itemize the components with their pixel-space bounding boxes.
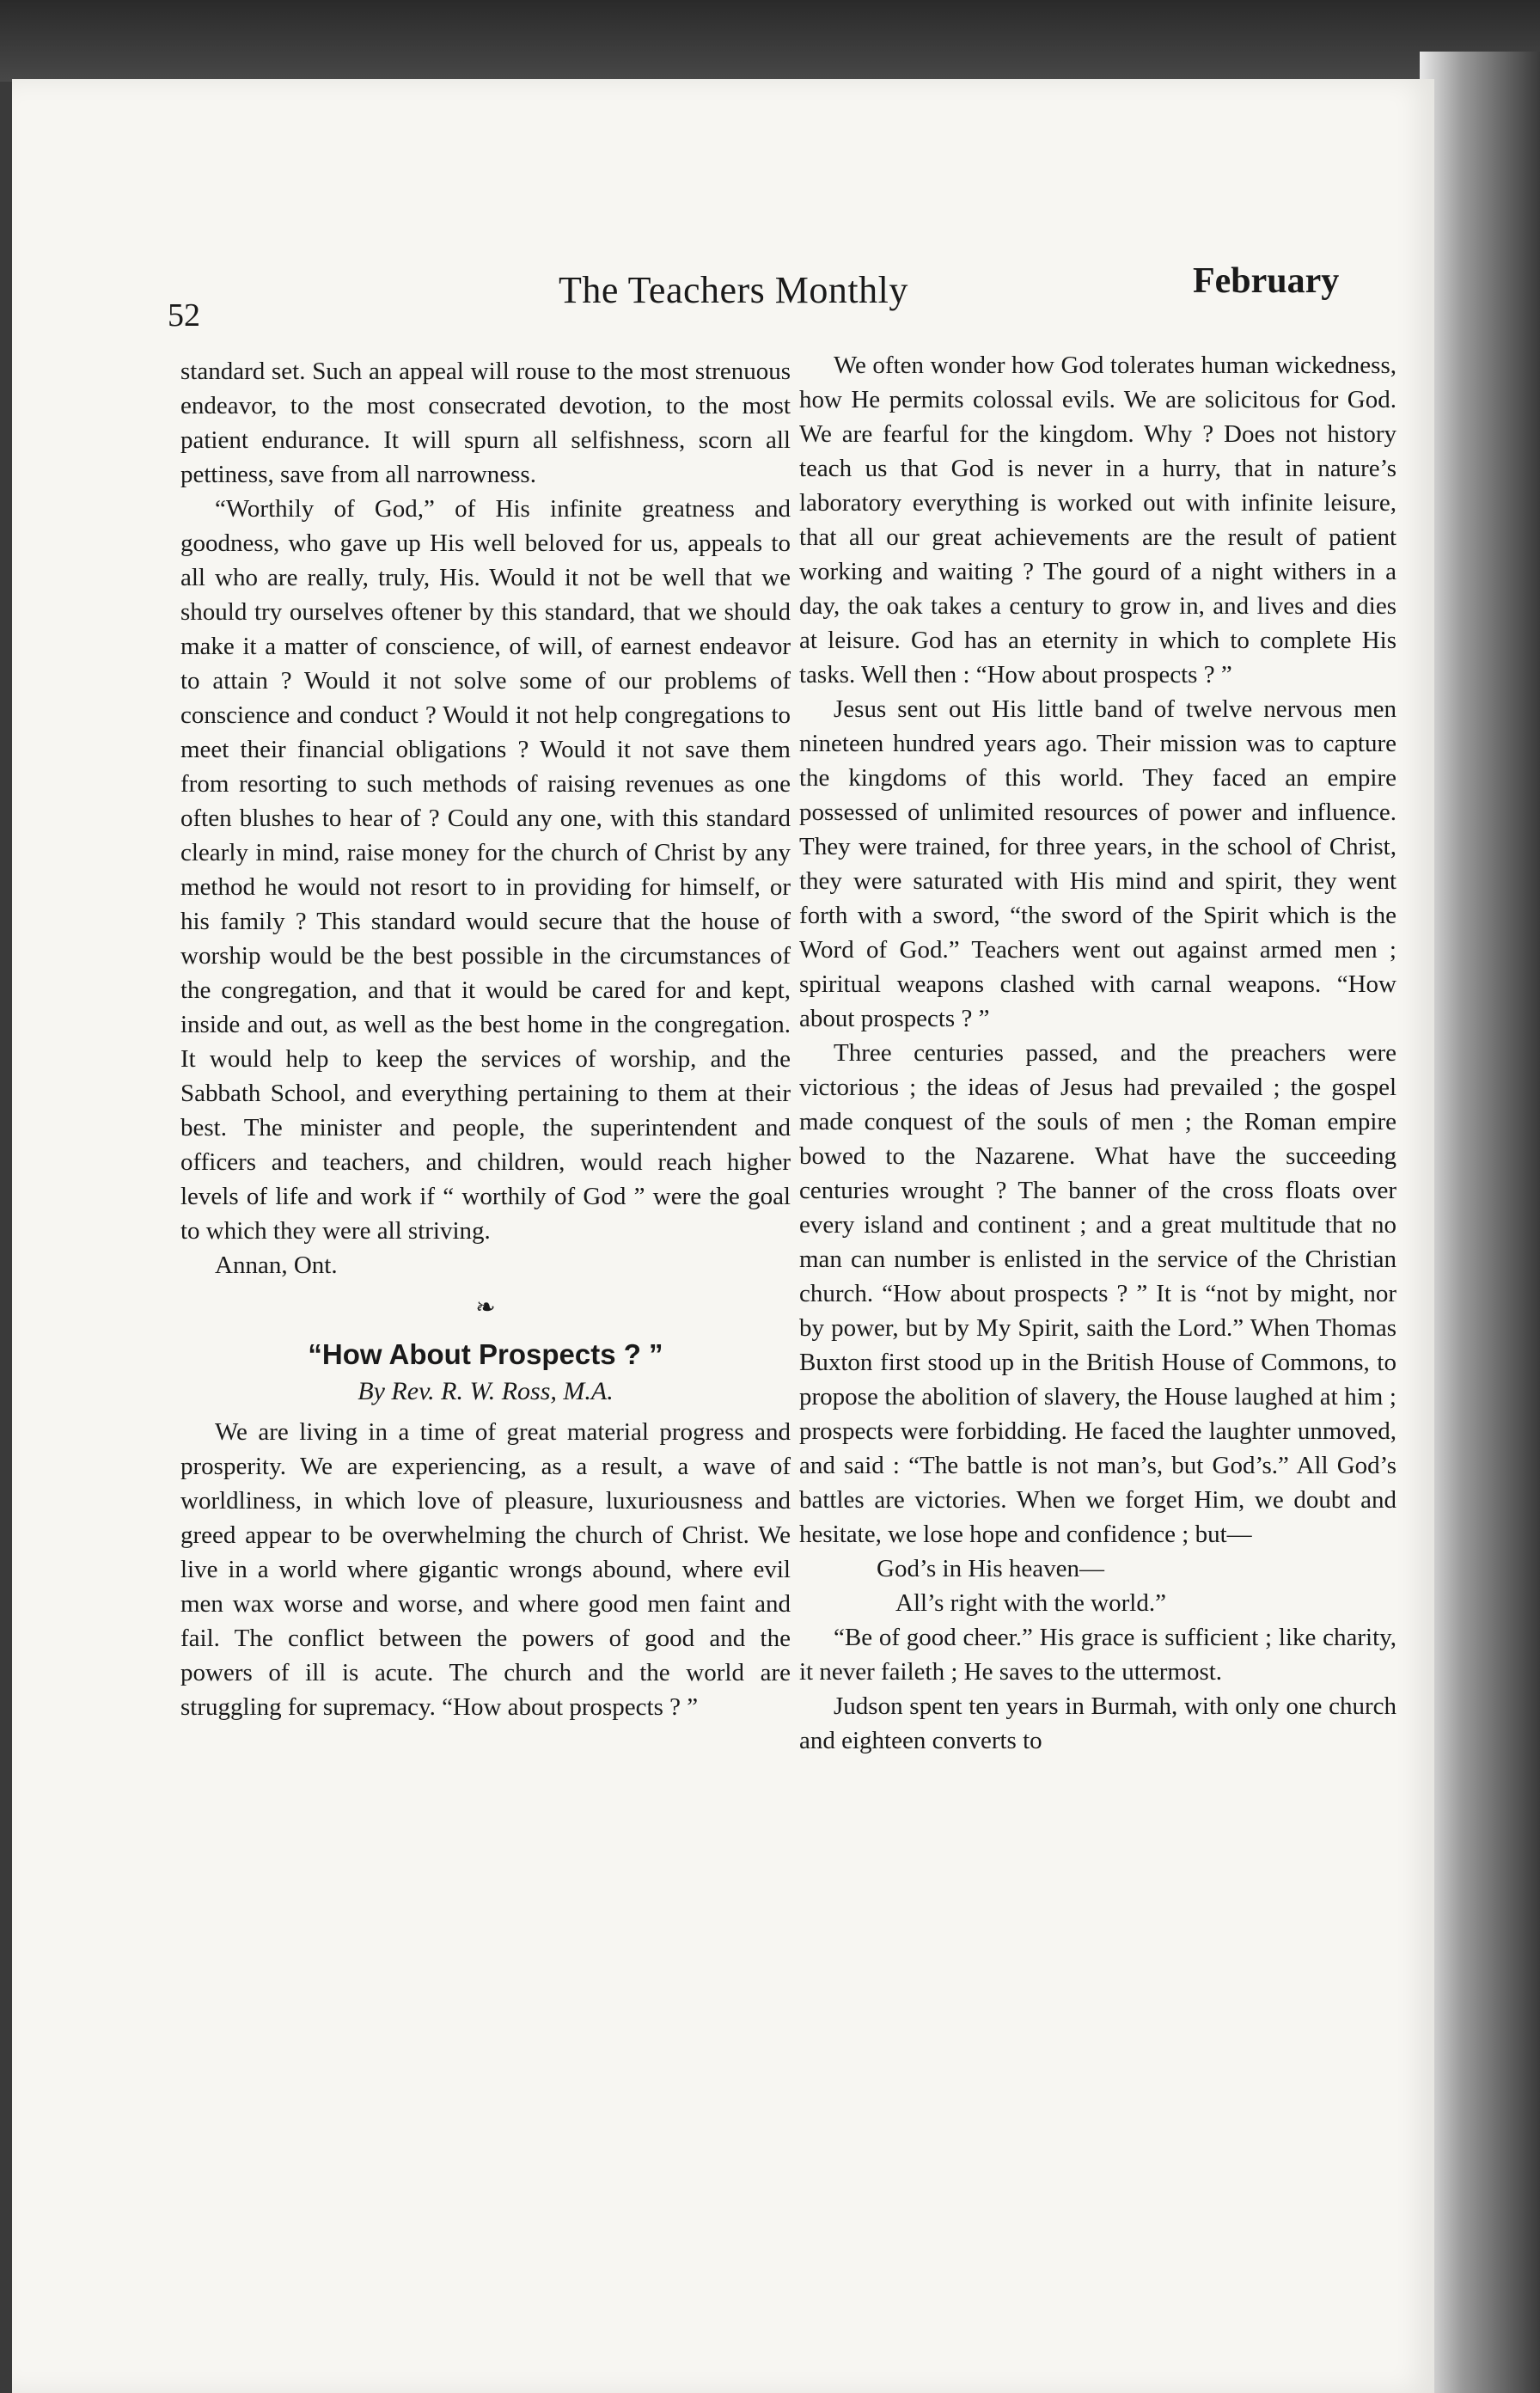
article-byline: By Rev. R. W. Ross, M.A.: [358, 1377, 614, 1405]
verse-line: All’s right with the world.”: [895, 1589, 1166, 1617]
author-location: Annan, Ont.: [215, 1252, 338, 1279]
left-column: [180, 354, 791, 1724]
scan-background-top: [0, 0, 1540, 82]
verse-line: God’s in His heaven—: [877, 1555, 1104, 1582]
binding-shadow: [1420, 52, 1540, 2393]
right-column: [799, 348, 1396, 1758]
running-title: The Teachers Monthly: [559, 269, 908, 311]
paragraph: Three centuries passed, and the preachers were victorious ; the ideas of Jesus had prevailed ; the gospel made conquest of the souls of men ; the Roman empire bowed to the Nazarene. What have the succeeding centuries wrought ? The banner of the cross floats over every island and continent ; and a great multitude that no man can number is enlisted in the service of the Christian church. “How about prospects ? ” It is “not by might, nor by power, but by My Spirit, saith the Lord.” When Thomas Buxton first stood up in the British House of Commons, to propose the abolition of slavery, the House laughed at him ; prospects were forbidding. He faced the laughter unmoved, and said : “The battle is not man’s, but God’s.” All God’s battles are victories. When we forget Him, we doubt and hesitate, we lose hope and confidence ; but—: [799, 1039, 1396, 1548]
paragraph: Judson spent ten years in Burmah, with only one church and eighteen converts to: [799, 1692, 1396, 1754]
paragraph: standard set. Such an appeal will rouse to the most strenuous endeavor, to the most consecrated devotion, to the most patient endurance. It will spurn all selfishness, scorn all pettiness, save from all narrowness.: [180, 358, 791, 488]
paragraph: “Worthily of God,” of His infinite greatness and goodness, who gave up His well beloved for us, appeals to all who are really, truly, His. Would it not be well that we should try ourselves oftener by this standard, that we should make it a matter of conscience, of will, of earnest endeavor to attain ? Would it not solve some of our problems of conscience and conduct ? Would it not help congregations to meet their financial obligations ? Would it not save them from resorting to such methods of raising revenues as one often blushes to hear of ? Could any one, with this standard clearly in mind, raise money for the church of Christ by any method he would not resort to in providing for himself, or his family ? This standard would secure that the house of worship would be the best possible in the circumstances of the congregation, and that it would be cared for and kept, inside and out, as well as the best home in the congregation. It would help to keep the services of worship, and the Sabbath School, and everything pertaining to them at their best. The minister and people, the superintendent and officers and teachers, and children, would reach higher levels of life and work if “ worthily of God ” were the goal to which they were all striving.: [180, 495, 791, 1245]
running-month: February: [1193, 261, 1340, 301]
article-title: “How About Prospects ? ”: [308, 1338, 663, 1370]
paragraph: We are living in a time of great material progress and prosperity. We are experiencing, as a result, a wave of worldliness, in which love of pleasure, luxuriousness and greed appear to be overwhelming the church of Christ. We live in a world where gigantic wrongs abound, where evil men wax worse and worse, and where good men faint and fail. The conflict between the powers of good and the powers of ill is acute. The church and the world are struggling for supremacy. “How about prospects ? ”: [180, 1418, 791, 1721]
section-ornament: ❧: [475, 1294, 496, 1321]
paragraph: Jesus sent out His little band of twelve nervous men nineteen hundred years ago. Their mission was to capture the kingdoms of this world. They faced an empire possessed of unlimited resources of power and influence. They were trained, for three years, in the school of Christ, they were saturated with His mind and spirit, they went forth with a sword, “the sword of the Spirit which is the Word of God.” Teachers went out against armed men ; spiritual weapons clashed with carnal weapons. “How about prospects ? ”: [799, 695, 1396, 1032]
paragraph: “Be of good cheer.” His grace is sufficient ; like charity, it never faileth ; He saves to the uttermost.: [799, 1624, 1396, 1686]
page-number: 52: [168, 297, 200, 334]
paragraph: We often wonder how God tolerates human wickedness, how He permits colossal evils. We are solicitous for God. We are fearful for the kingdom. Why ? Does not history teach us that God is never in a hurry, that in nature’s laboratory everything is worked out with infinite leisure, that all our great achievements are the result of patient working and waiting ? The gourd of a night withers in a day, the oak takes a century to grow in, and lives and dies at leisure. God has an eternity in which to complete His tasks. Well then : “How about prospects ? ”: [799, 352, 1396, 689]
